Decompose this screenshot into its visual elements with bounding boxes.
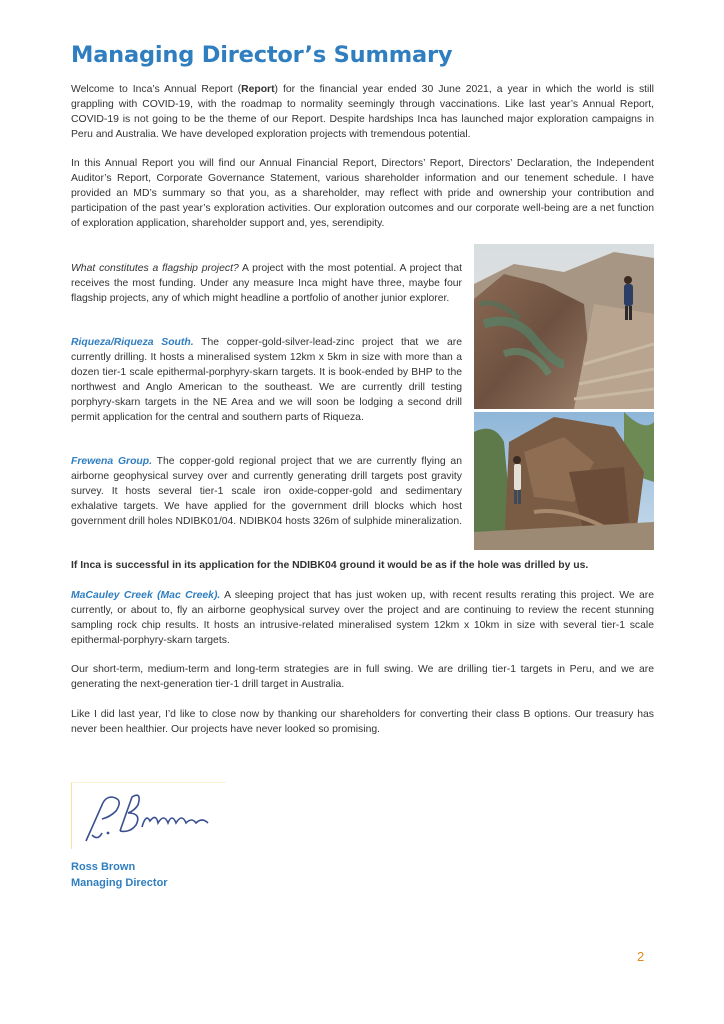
frewena-text: The copper-gold regional project that we are currently flying an airborne geophysical survey over and currently generating drill targets post gravity survey. It hosts several tier-1 scale iron oxide-copper-gold and sedimentary exhalative targets. We have applied for the government drill blocks which host government drill holes NDIBK01/04. NDIBK04 hosts 326m of sulphide mineralization. — [71, 456, 463, 527]
intro-text-start: Welcome to Inca’s Annual Report ( — [71, 84, 242, 95]
flagship-answer: A project with the most potential. A project that receives the most funding. Under any measure Inca might have three, maybe four flagship projects, any of which might headline a portfolio of another junior explorer. — [71, 263, 462, 304]
frewena-heading: Frewena Group. — [71, 456, 153, 467]
intro-text-end: ) for the financial year ended 30 June 2021, a year in which the world is still grappling with COVID-19, with the roadmap to normality seemingly through vaccinations. Like last year’s Annual Report, COVID-19 is not going to be the theme of our Report. Despite hardships Inca has launched major exploration campaigns in Peru and Australia. We have developed exploration projects with tremendous potential. — [71, 84, 654, 140]
frewena-paragraph — [71, 454, 462, 529]
closing-paragraph: Like I did last year, I’d like to close now by thanking our shareholders for converting their class B options. Our treasury has never been healthier. Our projects have never looked so promising. — [71, 709, 654, 735]
contents-paragraph: In this Annual Report you will find our Annual Financial Report, Directors’ Report, Directors’ Declaration, the Independent Auditor’s Report, Corporate Governance Statement, various shareholder information and our tenement schedule. I have provided an MD’s summary so that you, as a shareholder, may reflect with pride and ownership your contribution and participation of the past year’s exploration activities. Our exploration outcomes and our corporate well-being are a net function of exploration application, shareholder support and, yes, serendipity. — [71, 158, 654, 229]
rock-outcrop-photo — [474, 244, 654, 409]
intro-paragraph — [71, 82, 654, 142]
maccreek-paragraph — [71, 588, 654, 648]
report-term: Report — [241, 84, 275, 95]
riqueza-heading: Riqueza/Riqueza South. — [71, 337, 194, 348]
flagship-question: What constitutes a flagship project? — [71, 263, 239, 274]
flagship-paragraph — [71, 261, 462, 306]
maccreek-heading: MaCauley Creek (Mac Creek). — [71, 590, 221, 601]
riqueza-text: The copper-gold-silver-lead-zinc project that we are currently drilling. It hosts a mineralised system 12km x 5km in size with more than a dozen tier-1 scale epithermal-porphyry-skarn targets. It is book-ended by BHP to the northwest and Anglo American to the southeast. We are currently drill testing porphyry-skarn targets in the NE Area and we will soon be lodging a second drill permit application for the central and southern parts of Riqueza. — [71, 337, 462, 423]
riqueza-paragraph — [71, 335, 462, 425]
strategy-paragraph: Our short-term, medium-term and long-term strategies are in full swing. We are drilling tier-1 targets in Peru, and we are generating the next-generation tier-1 drill target in Australia. — [71, 664, 654, 690]
maccreek-text: A sleeping project that has just woken up, with recent results rerating this project. We are currently, or about to, fly an airborne geophysical survey over the project and are continuing to review the recent stunning sampling rock chip results. It hosts an intrusive-related mineralised system 12km x 10km in size with several tier-1 scale epithermal-porphyry-skarn targets. — [71, 590, 654, 646]
outcrop-boulder-photo — [474, 412, 654, 550]
signer-name: Ross Brown — [71, 861, 136, 873]
page-number: 2 — [637, 949, 645, 964]
signature — [71, 782, 226, 849]
ndibk04-statement: If Inca is successful in its application for the NDIBK04 ground it would be as if the hole was drilled by us. — [71, 560, 589, 571]
signer-title: Managing Director — [71, 877, 168, 889]
page-title: Managing Director’s Summary — [71, 42, 453, 68]
